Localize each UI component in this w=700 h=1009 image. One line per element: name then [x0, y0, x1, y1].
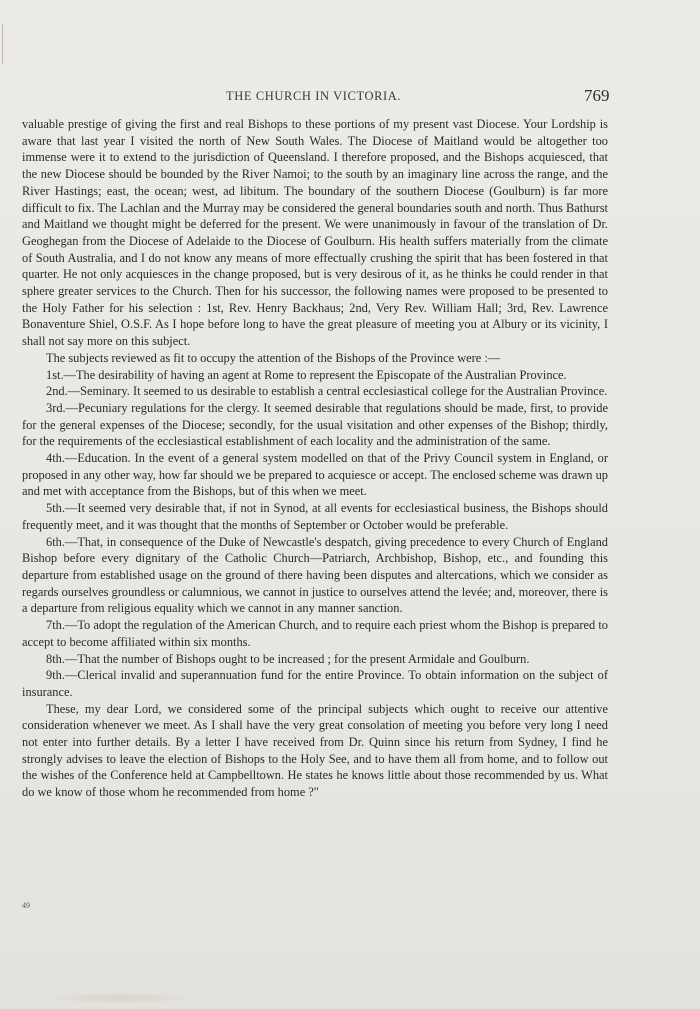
paragraph-closing: These, my dear Lord, we considered some of the principal subjects which ought to receive our attentive consideration whenever we meet. As I shall have the very great consolation of meeting you before very long I need not enter into further details. By a letter I have received from Dr. Quinn since his return from Sydney, I find he strongly advises to leave the election of Bishops to the Holy See, and to have them all from home, and to follow out the wishes of the Conference held at Campbelltown. He states he knows little about those recommended by us. What do we know of those whom he recommended from home ?"	[22, 701, 608, 800]
page-stain	[40, 992, 200, 1004]
paragraph-item-1: 1st.—The desirability of having an agent at Rome to represent the Episcopate of the Australian Province.	[46, 367, 567, 382]
paragraph-item-4: 4th.—Education. In the event of a general system modelled on that of the Privy Council system in England, or proposed in any other way, how far should we be prepared to acquiesce or accept. The enclosed scheme was drawn up and met with acceptance from the Bishops, but of this when we meet.	[22, 451, 608, 499]
paragraph-item-7: 7th.—To adopt the regulation of the American Church, and to require each priest whom the Bishop is prepared to accept to become affiliated within six months.	[22, 618, 608, 649]
paragraph-item-5: 5th.—It seemed very desirable that, if not in Synod, at all events for ecclesiastical business, the Bishops should frequently meet, and it was thought that the months of September or October would be preferable.	[22, 501, 608, 532]
paragraph-continuation: valuable prestige of giving the first and real Bishops to these portions of my present vast Diocese. Your Lordship is aware that last year I visited the north of New South Wales. The Diocese of Maitland would be altogether too immense were it to extend to the jurisdiction of Queensland. I therefore proposed, and the Bishops acquiesced, that the new Diocese should be bounded by the River Namoi; to the south by an imaginary line across the range, and the River Hastings; east, the ocean; west, ad libitum. The boundary of the southern Diocese (Goulburn) is far more difficult to fix. The Lachlan and the Murray may be considered the general boundaries south and north. Thus Bathurst and Maitland we thought might be deferred for the present. We were unanimously in favour of the translation of Dr. Geoghegan from the Diocese of Adelaide to the Diocese of Goulburn. His health suffers materially from the climate of South Australia, and I do not know any means of more effectually crushing the spirit that has been fostered in that quarter. He not only acquiesces in the change proposed, but is very desirous of it, as he thinks he could render in that sphere greater services to the Church. Then for his successor, the following names were proposed to be presented to the Holy Father for his selection : 1st, Rev. Henry Backhaus; 2nd, Very Rev. William Hall; 3rd, Rev. Lawrence Bonaventure Shiel, O.S.F. As I hope before long to have the great pleasure of meeting you at Albury or its vicinity, I shall not say more on this subject.	[22, 117, 608, 349]
gutter-mark	[2, 24, 3, 64]
paragraph-item-9: 9th.—Clerical invalid and superannuation fund for the entire Province. To obtain information on the subject of insurance.	[22, 668, 608, 699]
paragraph-item-3: 3rd.—Pecuniary regulations for the clergy. It seemed desirable that regulations should be made, first, to provide for the general expenses of the Diocese; secondly, for the usual visitation and other expenses of the Bishop; thirdly, for the requirements of the ecclesiastical establishment of each locality and the administration of the same.	[22, 400, 608, 449]
body-text	[22, 116, 608, 801]
paragraph-subjects-intro: The subjects reviewed as fit to occupy the attention of the Bishops of the Province were :—	[46, 350, 501, 365]
page-header	[0, 86, 700, 108]
running-head: THE CHURCH IN VICTORIA.	[226, 89, 402, 103]
paragraph-item-2: 2nd.—Seminary. It seemed to us desirable to establish a central ecclesiastical college for the Australian Province.	[46, 384, 608, 399]
paragraph-item-6: 6th.—That, in consequence of the Duke of Newcastle's despatch, giving precedence to every Church of England Bishop before every dignitary of the Catholic Church—Patriarch, Archbishop, Bishop, etc., and founding this departure from established usage on the ground of there having been disputes and altercations, which we consider as regards ourselves groundless or calumnious, we cannot in justice to ourselves attend the levée; and, moreover, there is a departure from religious equality which we cannot in any manner sanction.	[22, 534, 608, 616]
signature-mark: 49	[22, 901, 30, 910]
paragraph-item-8: 8th.—That the number of Bishops ought to be increased ; for the present Armidale and Goulburn.	[46, 651, 530, 666]
page-number: 769	[584, 86, 610, 105]
